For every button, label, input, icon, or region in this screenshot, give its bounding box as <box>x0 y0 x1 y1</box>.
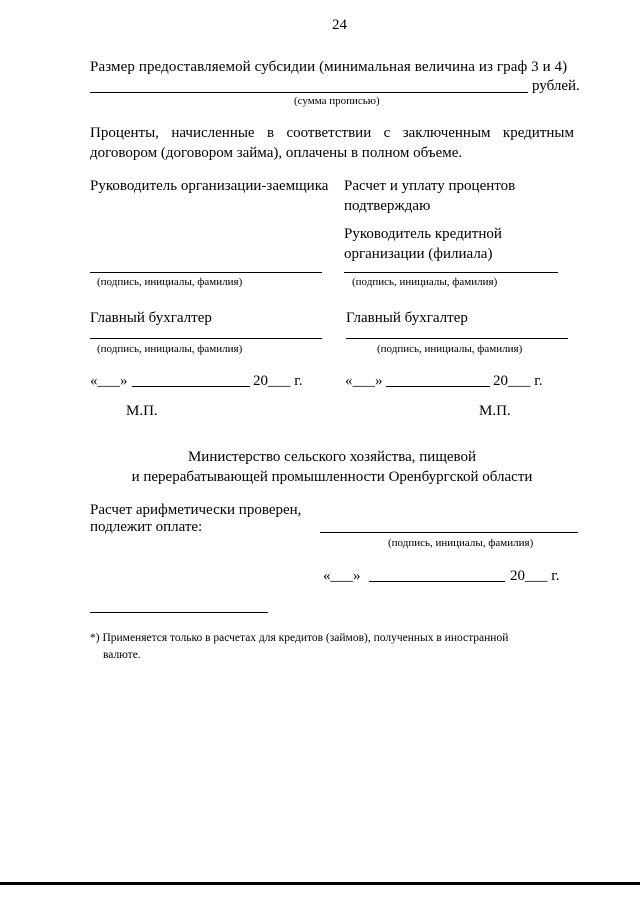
borrower-date-year: 20___ г. <box>253 373 303 389</box>
bank-head-title-line1: Руководитель кредитной <box>344 226 502 242</box>
bank-accountant-title: Главный бухгалтер <box>346 310 468 326</box>
borrower-date-day: «___» <box>90 373 128 389</box>
bank-head-signature-caption: (подпись, инициалы, фамилия) <box>352 276 498 288</box>
ministry-signature-caption: (подпись, инициалы, фамилия) <box>388 537 534 549</box>
bank-date-day: «___» <box>345 373 383 389</box>
bank-confirm-line1: Расчет и уплату процентов <box>344 178 516 194</box>
bank-accountant-signature-line <box>346 338 568 339</box>
bottom-border <box>0 882 640 885</box>
borrower-accountant-title: Главный бухгалтер <box>90 310 212 326</box>
interest-paragraph: Проценты, начисленные в соответствии с заключенным кредитным договором (договором займа), оплачены в полном объеме. <box>90 125 574 161</box>
bank-confirm-line2: подтверждаю <box>344 198 431 214</box>
subsidy-amount-line <box>90 92 528 93</box>
ministry-date-day: «___» <box>323 568 361 584</box>
borrower-date-month-line <box>132 386 250 387</box>
borrower-accountant-signature-line <box>90 338 322 339</box>
subsidy-currency: рублей. <box>532 78 580 94</box>
verified-line1: Расчет арифметически проверен, <box>90 502 302 518</box>
subsidy-label: Размер предоставляемой субсидии (минимальная величина из граф 3 и 4) <box>90 59 568 75</box>
borrower-head-signature-caption: (подпись, инициалы, фамилия) <box>97 276 243 288</box>
ministry-signature-line <box>320 532 578 533</box>
bank-seal-label: М.П. <box>479 403 511 419</box>
ministry-line1: Министерство сельского хозяйства, пищевой <box>187 449 477 465</box>
footnote-separator <box>90 612 268 613</box>
subsidy-sum-caption: (сумма прописью) <box>294 95 380 107</box>
bank-accountant-signature-caption: (подпись, инициалы, фамилия) <box>377 343 523 355</box>
page-number: 24 <box>332 17 347 33</box>
borrower-seal-label: М.П. <box>126 403 158 419</box>
borrower-head-title: Руководитель организации-заемщика <box>90 178 329 194</box>
footnote-line1: *) Применяется только в расчетах для кредитов (займов), полученных в иностранной <box>90 632 509 644</box>
bank-date-year: 20___ г. <box>493 373 543 389</box>
borrower-accountant-signature-caption: (подпись, инициалы, фамилия) <box>97 343 243 355</box>
bank-head-signature-line <box>344 272 558 273</box>
ministry-date-month-line <box>369 581 505 582</box>
bank-date-month-line <box>386 386 490 387</box>
ministry-date-year: 20___ г. <box>510 568 560 584</box>
verified-line2: подлежит оплате: <box>90 519 203 535</box>
bank-head-title-line2: организации (филиала) <box>344 246 493 262</box>
ministry-line2: и перерабатывающей промышленности Оренбургской области <box>131 469 533 485</box>
footnote-line2: валюте. <box>103 649 141 661</box>
borrower-head-signature-line <box>90 272 322 273</box>
